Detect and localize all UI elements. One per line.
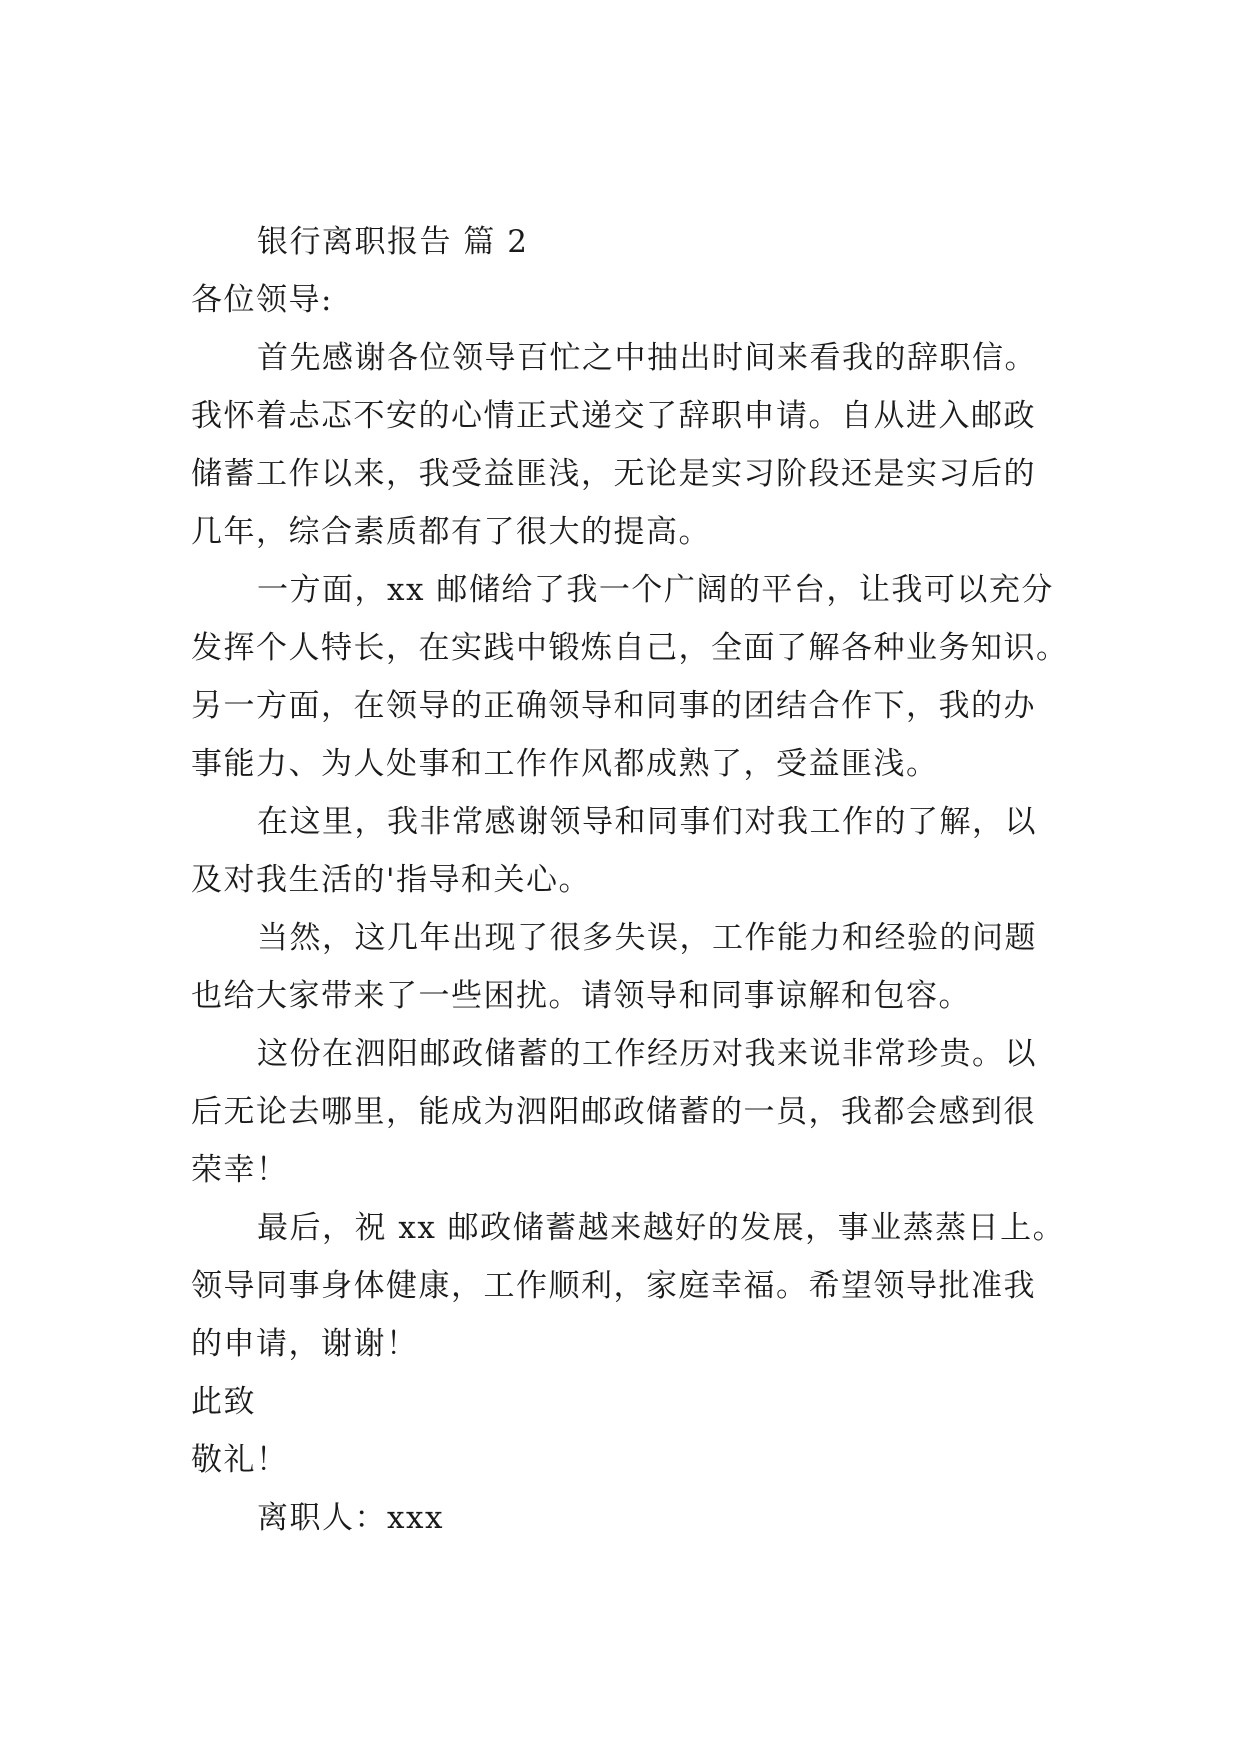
body-line: 领导同事身体健康，工作顺利，家庭幸福。希望领导批准我	[191, 1268, 1036, 1304]
document-title: 银行离职报告 篇 2	[257, 224, 529, 260]
body-line: 储蓄工作以来，我受益匪浅，无论是实习阶段还是实习后的	[191, 456, 1036, 492]
body-line: 事能力、为人处事和工作作风都成熟了，受益匪浅。	[191, 746, 939, 782]
body-line: 荣幸！	[191, 1152, 289, 1188]
body-line: 后无论去哪里，能成为泗阳邮政储蓄的一员，我都会感到很	[191, 1094, 1036, 1130]
body-line: 的申请，谢谢！	[191, 1326, 419, 1362]
body-line: 另一方面，在领导的正确领导和同事的团结合作下，我的办	[191, 688, 1036, 724]
body-line: 我怀着忐忑不安的心情正式递交了辞职申请。自从进入邮政	[191, 398, 1036, 434]
body-line: 首先感谢各位领导百忙之中抽出时间来看我的辞职信。	[257, 340, 1037, 376]
body-line: 及对我生活的'指导和关心。	[191, 862, 592, 898]
body-line: 发挥个人特长，在实践中锻炼自己，全面了解各种业务知识。	[191, 630, 1069, 666]
body-line: 最后，祝 xx 邮政储蓄越来越好的发展，事业蒸蒸日上。	[257, 1210, 1066, 1246]
body-line: 这份在泗阳邮政储蓄的工作经历对我来说非常珍贵。以	[257, 1036, 1037, 1072]
body-line: 在这里，我非常感谢领导和同事们对我工作的了解，以	[257, 804, 1037, 840]
body-line: 也给大家带来了一些困扰。请领导和同事谅解和包容。	[191, 978, 971, 1014]
signature: 离职人：xxx	[257, 1500, 444, 1536]
closing-line: 此致	[191, 1384, 256, 1420]
closing-line: 敬礼！	[191, 1442, 289, 1478]
body-line: 几年，综合素质都有了很大的提高。	[191, 514, 711, 550]
salutation: 各位领导:	[191, 282, 333, 318]
body-line: 一方面，xx 邮储给了我一个广阔的平台，让我可以充分	[257, 572, 1054, 608]
body-line: 当然，这几年出现了很多失误，工作能力和经验的问题	[257, 920, 1037, 956]
